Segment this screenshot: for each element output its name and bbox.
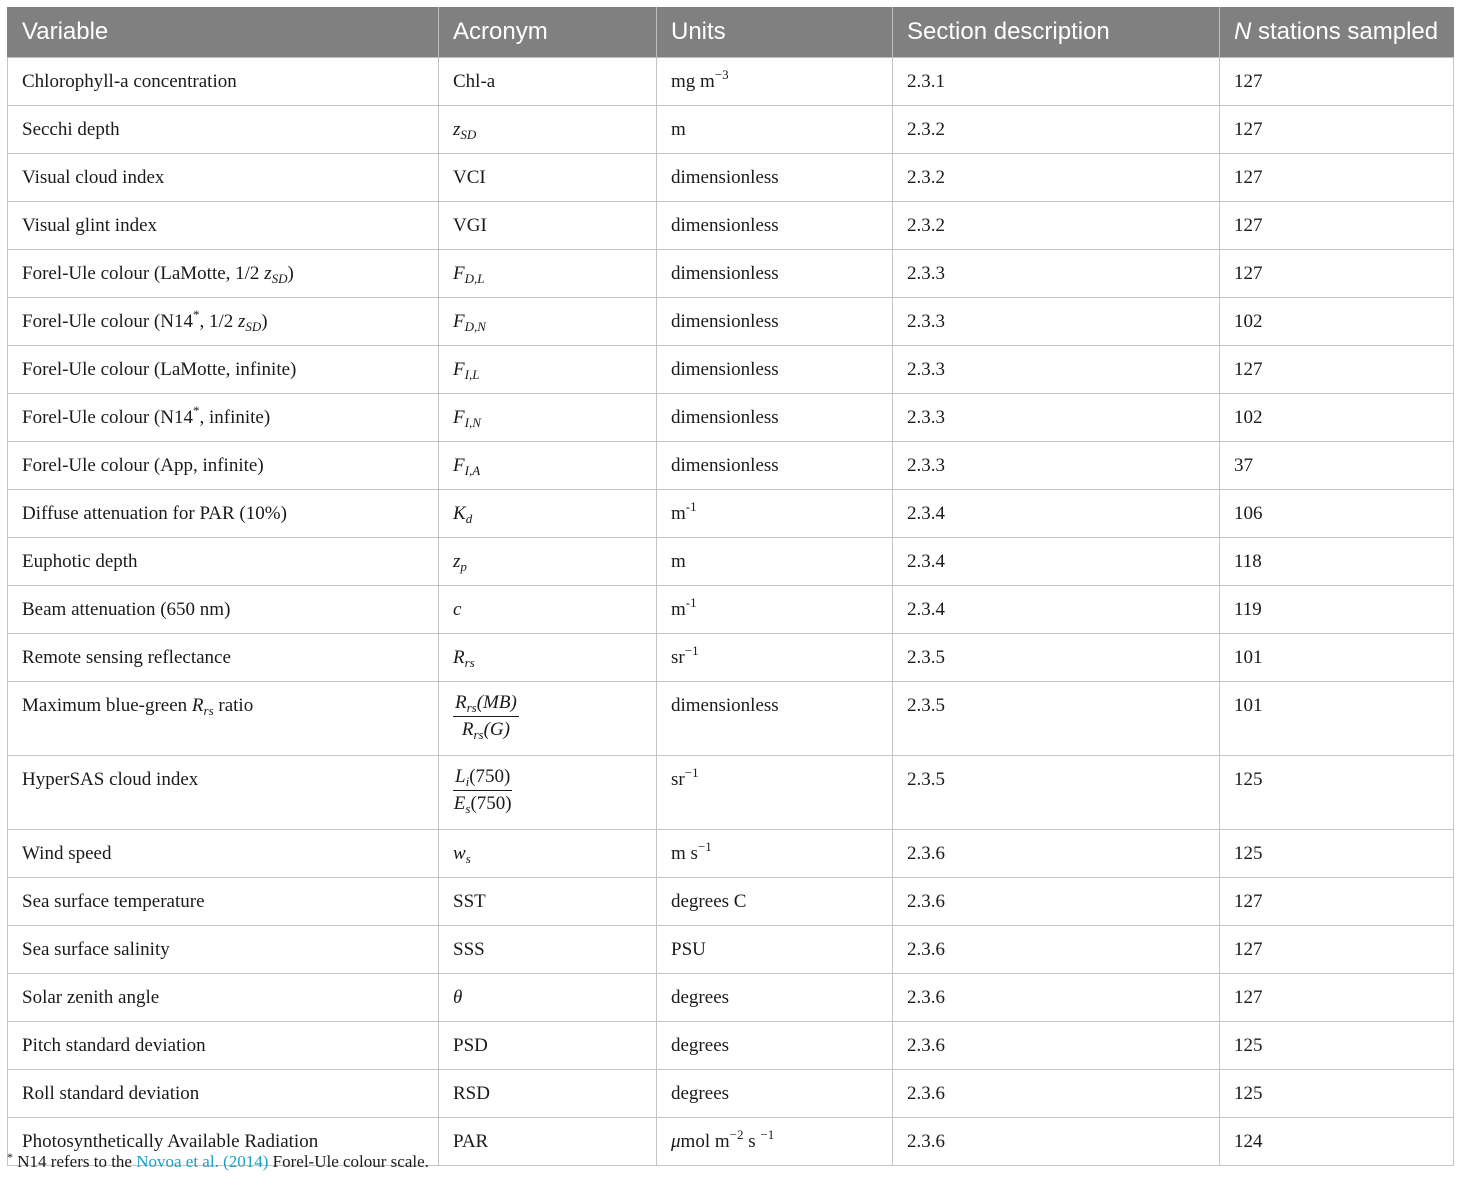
- fraction-numerator: [453, 766, 512, 791]
- table-row: [8, 682, 1454, 756]
- cell-acronym: [439, 682, 657, 756]
- cell-acronym: [439, 394, 657, 442]
- cell-acronym: [439, 830, 657, 878]
- cell-section: 2.3.5: [893, 682, 1220, 756]
- table-row: [8, 250, 1454, 298]
- units-sup1: −2: [729, 1127, 744, 1142]
- num-arg: (750): [469, 766, 511, 787]
- cell-variable: HyperSAS cloud index: [8, 756, 439, 830]
- cell-acronym: [439, 490, 657, 538]
- den-arg: (750): [470, 793, 512, 814]
- cell-acronym: [439, 298, 657, 346]
- cell-units: dimensionless: [657, 682, 893, 756]
- cell-variable: Sea surface salinity: [8, 926, 439, 974]
- cell-n: 101: [1220, 634, 1454, 682]
- den-main: R: [461, 719, 474, 740]
- variable-post: ratio: [213, 695, 254, 716]
- cell-section: 2.3.2: [893, 154, 1220, 202]
- units-sup: −1: [684, 765, 699, 780]
- cell-n: 102: [1220, 394, 1454, 442]
- cell-variable: Pitch standard deviation: [8, 1022, 439, 1070]
- cell-units: [657, 586, 893, 634]
- cell-n: 127: [1220, 202, 1454, 250]
- units-base: m: [671, 599, 686, 620]
- cell-variable: Diffuse attenuation for PAR (10%): [8, 490, 439, 538]
- acronym-main: F: [453, 407, 465, 428]
- cell-variable: Visual cloud index: [8, 154, 439, 202]
- cell-acronym: [439, 250, 657, 298]
- acronym-sub: I,L: [464, 367, 480, 382]
- cell-section: 2.3.5: [893, 756, 1220, 830]
- cell-section: 2.3.2: [893, 202, 1220, 250]
- cell-acronym: PSD: [439, 1022, 657, 1070]
- table-row: [8, 974, 1454, 1022]
- cell-n: 125: [1220, 756, 1454, 830]
- cell-n: 119: [1220, 586, 1454, 634]
- cell-units: degrees: [657, 974, 893, 1022]
- acronym-sub: d: [465, 511, 473, 526]
- cell-section: 2.3.3: [893, 442, 1220, 490]
- cell-n: 127: [1220, 974, 1454, 1022]
- num-arg: (MB): [476, 692, 517, 713]
- units-sup: -1: [685, 595, 697, 610]
- variable-mid: , 1/2: [199, 311, 238, 332]
- cell-section: 2.3.3: [893, 346, 1220, 394]
- cell-n: 127: [1220, 58, 1454, 106]
- units-sup: −1: [697, 839, 712, 854]
- table-row: [8, 394, 1454, 442]
- variable-sub: SD: [271, 271, 288, 286]
- cell-units: degrees C: [657, 878, 893, 926]
- cell-n: 124: [1220, 1118, 1454, 1166]
- cell-units: dimensionless: [657, 394, 893, 442]
- cell-section: 2.3.6: [893, 830, 1220, 878]
- cell-section: 2.3.4: [893, 586, 1220, 634]
- fraction-denominator: [454, 791, 512, 815]
- header-n-stations: [1220, 7, 1454, 58]
- ratio-fraction: [453, 692, 519, 741]
- table-row: [8, 490, 1454, 538]
- cell-variable: [8, 682, 439, 756]
- cell-section: 2.3.6: [893, 1022, 1220, 1070]
- header-n-rest: stations sampled: [1251, 18, 1439, 45]
- cell-variable: Euphotic depth: [8, 538, 439, 586]
- num-main: L: [455, 766, 466, 787]
- cell-variable: [8, 394, 439, 442]
- variable-z: z: [264, 263, 272, 284]
- table-row: [8, 586, 1454, 634]
- table-row: [8, 756, 1454, 830]
- cell-section: 2.3.6: [893, 878, 1220, 926]
- fraction-numerator: [453, 692, 519, 717]
- cell-section: 2.3.6: [893, 926, 1220, 974]
- variable-star: *: [192, 307, 200, 322]
- acronym-sub: p: [460, 559, 467, 574]
- cell-acronym: [439, 106, 657, 154]
- cell-units: [657, 756, 893, 830]
- cell-n: 125: [1220, 1070, 1454, 1118]
- cell-variable: Forel-Ule colour (LaMotte, infinite): [8, 346, 439, 394]
- den-sub: rs: [473, 727, 484, 742]
- acronym-main: F: [453, 263, 465, 284]
- cell-variable: Solar zenith angle: [8, 974, 439, 1022]
- cell-section: 2.3.6: [893, 974, 1220, 1022]
- units-mu: μ: [671, 1131, 681, 1152]
- cell-n: 127: [1220, 154, 1454, 202]
- cell-units: dimensionless: [657, 442, 893, 490]
- cell-units: [657, 490, 893, 538]
- variable-sub: rs: [203, 703, 214, 718]
- cell-variable: [8, 250, 439, 298]
- variable-post: , infinite): [199, 407, 271, 428]
- num-main: R: [455, 692, 467, 713]
- ratio-fraction: [453, 766, 512, 815]
- variable-text: Maximum blue-green: [22, 695, 192, 716]
- acronym-sub: I,A: [464, 463, 481, 478]
- header-acronym: Acronym: [439, 7, 657, 58]
- variable-post: ): [287, 263, 294, 284]
- units-sup2: −1: [760, 1127, 775, 1142]
- cell-units: m: [657, 538, 893, 586]
- variable-text: Forel-Ule colour (N14: [22, 407, 193, 428]
- cell-acronym: RSD: [439, 1070, 657, 1118]
- units-b: s: [743, 1131, 761, 1152]
- table-row: [8, 634, 1454, 682]
- footnote-pre: N14 refers to the: [13, 1152, 137, 1171]
- variable-text: Forel-Ule colour (LaMotte, 1/2: [22, 263, 265, 284]
- cell-acronym: SST: [439, 878, 657, 926]
- acronym-main: R: [453, 647, 465, 668]
- cell-section: 2.3.4: [893, 538, 1220, 586]
- cell-acronym: [439, 442, 657, 490]
- footnote-post: Forel-Ule colour scale.: [268, 1152, 429, 1171]
- table-container: [7, 7, 1453, 1166]
- cell-units: PSU: [657, 926, 893, 974]
- cell-n: 37: [1220, 442, 1454, 490]
- cell-n: 127: [1220, 346, 1454, 394]
- cell-section: 2.3.2: [893, 106, 1220, 154]
- units-base: mg m: [671, 71, 715, 92]
- cell-units: dimensionless: [657, 346, 893, 394]
- variables-table: [7, 7, 1454, 1166]
- table-row: [8, 298, 1454, 346]
- cell-acronym: SSS: [439, 926, 657, 974]
- cell-n: 127: [1220, 250, 1454, 298]
- cell-variable: [8, 298, 439, 346]
- variable-text: Forel-Ule colour (N14: [22, 311, 193, 332]
- footnote-star: *: [7, 1150, 13, 1164]
- cell-n: 106: [1220, 490, 1454, 538]
- cell-units: [657, 634, 893, 682]
- variable-z: z: [238, 311, 246, 332]
- citation-link[interactable]: Novoa et al. (2014): [136, 1152, 269, 1171]
- acronym-main: F: [453, 359, 465, 380]
- table-footnote: [7, 1152, 429, 1172]
- cell-n: 125: [1220, 830, 1454, 878]
- table-row: [8, 830, 1454, 878]
- cell-variable: Visual glint index: [8, 202, 439, 250]
- acronym-main: w: [453, 843, 466, 864]
- cell-section: 2.3.3: [893, 298, 1220, 346]
- cell-units: dimensionless: [657, 298, 893, 346]
- cell-variable: Roll standard deviation: [8, 1070, 439, 1118]
- cell-units: dimensionless: [657, 250, 893, 298]
- cell-units: degrees: [657, 1022, 893, 1070]
- cell-units: m: [657, 106, 893, 154]
- table-row: [8, 154, 1454, 202]
- cell-variable: Remote sensing reflectance: [8, 634, 439, 682]
- table-row: [8, 1022, 1454, 1070]
- cell-section: 2.3.3: [893, 250, 1220, 298]
- cell-variable: Wind speed: [8, 830, 439, 878]
- units-sup: −1: [684, 643, 699, 658]
- cell-units: [657, 1118, 893, 1166]
- cell-units: [657, 58, 893, 106]
- cell-variable: Photosynthetically Available Radiation: [8, 1118, 439, 1166]
- cell-variable: Chlorophyll-a concentration: [8, 58, 439, 106]
- table-header-row: [8, 7, 1454, 58]
- acronym-main: z: [453, 551, 461, 572]
- acronym-main: z: [453, 119, 461, 140]
- units-base: sr: [671, 769, 685, 790]
- header-units: Units: [657, 7, 893, 58]
- acronym-main: K: [453, 503, 466, 524]
- cell-n: 118: [1220, 538, 1454, 586]
- cell-units: degrees: [657, 1070, 893, 1118]
- table-row: [8, 878, 1454, 926]
- table-row: [8, 106, 1454, 154]
- cell-section: 2.3.3: [893, 394, 1220, 442]
- cell-acronym: VCI: [439, 154, 657, 202]
- header-n-italic: N: [1234, 18, 1252, 45]
- den-sub: s: [465, 801, 471, 816]
- cell-acronym: [439, 538, 657, 586]
- units-base: m s: [671, 843, 698, 864]
- cell-acronym: [439, 634, 657, 682]
- cell-units: dimensionless: [657, 202, 893, 250]
- table-row: [8, 346, 1454, 394]
- cell-n: 102: [1220, 298, 1454, 346]
- acronym-sub: D,L: [464, 271, 485, 286]
- table-row: [8, 202, 1454, 250]
- units-base: sr: [671, 647, 685, 668]
- cell-section: 2.3.4: [893, 490, 1220, 538]
- acronym-sub: s: [465, 851, 471, 866]
- units-sup: -1: [685, 499, 697, 514]
- cell-variable: Forel-Ule colour (App, infinite): [8, 442, 439, 490]
- cell-variable: Beam attenuation (650 nm): [8, 586, 439, 634]
- variable-r: R: [191, 695, 204, 716]
- acronym-sub: SD: [460, 127, 477, 142]
- variable-post: ): [261, 311, 268, 332]
- cell-section: 2.3.6: [893, 1118, 1220, 1166]
- cell-variable: Secchi depth: [8, 106, 439, 154]
- variable-star: *: [192, 403, 200, 418]
- cell-n: 127: [1220, 926, 1454, 974]
- cell-section: 2.3.6: [893, 1070, 1220, 1118]
- num-sub: rs: [466, 700, 477, 715]
- cell-acronym: PAR: [439, 1118, 657, 1166]
- den-main: E: [453, 793, 466, 814]
- cell-acronym: θ: [439, 974, 657, 1022]
- table-row: [8, 58, 1454, 106]
- table-row: [8, 926, 1454, 974]
- units-base: m: [671, 503, 686, 524]
- header-variable: Variable: [8, 7, 439, 58]
- units-a: mol m: [680, 1131, 730, 1152]
- units-sup: −3: [714, 67, 729, 82]
- table-row: [8, 538, 1454, 586]
- cell-n: 101: [1220, 682, 1454, 756]
- cell-units: [657, 830, 893, 878]
- acronym-sub: D,N: [464, 319, 486, 334]
- table-row: [8, 1070, 1454, 1118]
- cell-acronym: [439, 346, 657, 394]
- den-arg: (G): [483, 719, 510, 740]
- cell-acronym: [439, 756, 657, 830]
- acronym-main: F: [453, 455, 465, 476]
- cell-n: 127: [1220, 878, 1454, 926]
- acronym-sub: rs: [464, 655, 475, 670]
- cell-n: 125: [1220, 1022, 1454, 1070]
- cell-acronym: c: [439, 586, 657, 634]
- cell-n: 127: [1220, 106, 1454, 154]
- variable-sub: SD: [245, 319, 262, 334]
- cell-section: 2.3.5: [893, 634, 1220, 682]
- fraction-denominator: [462, 717, 510, 741]
- acronym-main: F: [453, 311, 465, 332]
- table-row: [8, 442, 1454, 490]
- header-section: Section description: [893, 7, 1220, 58]
- cell-section: 2.3.1: [893, 58, 1220, 106]
- acronym-sub: I,N: [464, 415, 481, 430]
- cell-acronym: VGI: [439, 202, 657, 250]
- cell-variable: Sea surface temperature: [8, 878, 439, 926]
- cell-acronym: Chl-a: [439, 58, 657, 106]
- num-sub: i: [465, 774, 470, 789]
- cell-units: dimensionless: [657, 154, 893, 202]
